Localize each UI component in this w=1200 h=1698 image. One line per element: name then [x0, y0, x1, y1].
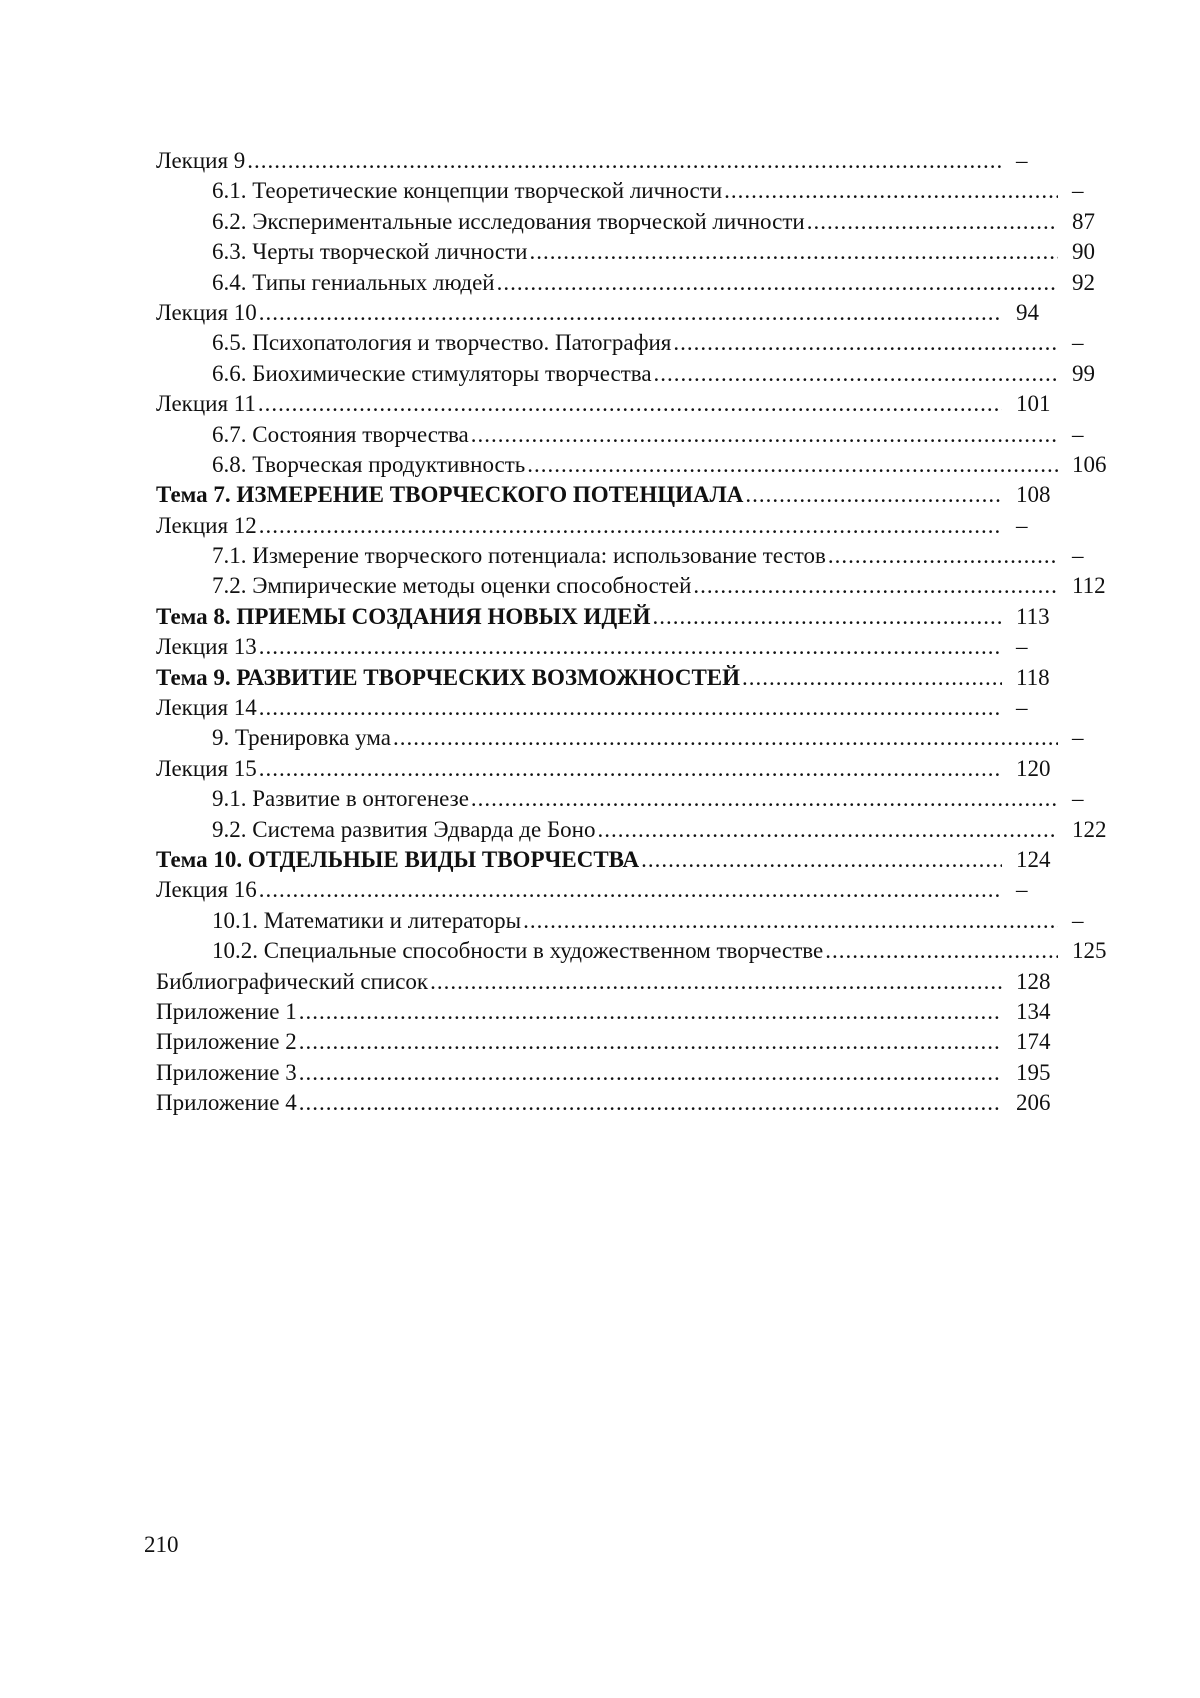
- toc-entry-page: –: [1072, 330, 1084, 356]
- toc-entry-label: [156, 875, 1002, 905]
- toc-entry-label: [156, 480, 1002, 510]
- toc-entry: [156, 420, 1084, 450]
- toc-entry-title: Лекция 11: [156, 391, 256, 417]
- page-number: 210: [144, 1532, 179, 1557]
- toc-entry-title: Лекция 12: [156, 512, 257, 538]
- toc-entry-label: [156, 511, 1002, 541]
- toc-entry: [156, 875, 1076, 905]
- dot-leader: [652, 602, 1002, 632]
- toc-entry-title: 6.5. Психопатология и творчество. Патография: [212, 330, 672, 356]
- toc-entry: [156, 754, 1076, 784]
- dot-leader: [259, 754, 1002, 784]
- toc-entry-label: [156, 541, 1058, 571]
- dot-leader: [299, 1027, 1002, 1057]
- dot-leader: [693, 571, 1058, 601]
- toc-entry-page: 124: [1016, 846, 1051, 872]
- toc-entry: [156, 176, 1084, 206]
- dot-leader: [641, 845, 1002, 875]
- toc-entry-page: 108: [1016, 482, 1051, 508]
- toc-entry-title: Лекция 15: [156, 755, 257, 781]
- toc-entry-title: Лекция 16: [156, 877, 257, 903]
- toc-entry: [156, 359, 1095, 389]
- toc-entry-title: 6.6. Биохимические стимуляторы творчества: [212, 360, 652, 386]
- toc-entry-title: 10.1. Математики и литераторы: [212, 907, 522, 933]
- dot-leader: [393, 723, 1058, 753]
- dot-leader: [654, 359, 1058, 389]
- toc-entry-page: 122: [1072, 816, 1107, 842]
- toc-entry-page: 195: [1016, 1059, 1051, 1085]
- toc-entry-label: [156, 723, 1058, 753]
- toc-entry: [156, 845, 1076, 875]
- toc-entry-page: 94: [1016, 299, 1039, 325]
- toc-entry-label: [156, 420, 1058, 450]
- toc-entry: [156, 663, 1076, 693]
- toc-entry-title: Тема 7. ИЗМЕРЕНИЕ ТВОРЧЕСКОГО ПОТЕНЦИАЛА: [156, 482, 744, 508]
- dot-leader: [673, 328, 1058, 358]
- toc-entry-page: –: [1072, 786, 1084, 812]
- dot-leader: [497, 268, 1058, 298]
- toc-entry-page: –: [1016, 695, 1028, 721]
- toc-entry-page: 92: [1072, 269, 1095, 295]
- dot-leader: [807, 207, 1058, 237]
- toc-entry-label: [156, 1058, 1002, 1088]
- toc-entry-title: 7.1. Измерение творческого потенциала: использование тестов: [212, 543, 826, 569]
- toc-entry-title: Приложение 1: [156, 998, 297, 1024]
- toc-entry: [156, 207, 1095, 237]
- toc-entry-label: [156, 1027, 1002, 1057]
- toc-entry-title: Лекция 14: [156, 695, 257, 721]
- toc-entry: [156, 997, 1076, 1027]
- toc-entry-title: Лекция 10: [156, 299, 257, 325]
- toc-entry-label: [156, 298, 1002, 328]
- toc-entry: [156, 693, 1076, 723]
- toc-entry-label: [156, 207, 1058, 237]
- toc-entry: [156, 1088, 1076, 1118]
- dot-leader: [430, 967, 1002, 997]
- toc-entry-label: [156, 632, 1002, 662]
- toc-entry-title: 6.8. Творческая продуктивность: [212, 451, 526, 477]
- toc-entry-page: –: [1016, 877, 1028, 903]
- toc-entry-title: Приложение 4: [156, 1090, 297, 1116]
- toc-entry-label: [156, 571, 1058, 601]
- dot-leader: [258, 389, 1002, 419]
- toc-entry-label: [156, 663, 1002, 693]
- toc-entry-label: [156, 784, 1058, 814]
- toc-entry-page: 125: [1072, 938, 1107, 964]
- dot-leader: [259, 693, 1002, 723]
- toc-entry: [156, 906, 1084, 936]
- toc-entry-page: –: [1072, 907, 1084, 933]
- dot-leader: [598, 815, 1059, 845]
- toc-entry-page: 99: [1072, 360, 1095, 386]
- toc-entry-page: –: [1016, 512, 1028, 538]
- toc-entry: [156, 298, 1076, 328]
- toc-entry-title: 6.2. Экспериментальные исследования творческой личности: [212, 208, 805, 234]
- dot-leader: [299, 1058, 1002, 1088]
- dot-leader: [299, 997, 1002, 1027]
- toc-entry: [156, 450, 1107, 480]
- toc-entry: [156, 571, 1106, 601]
- toc-entry-title: 6.7. Состояния творчества: [212, 421, 469, 447]
- toc-entry-title: 9. Тренировка ума: [212, 725, 391, 751]
- toc-entry-label: [156, 450, 1058, 480]
- toc-entry-label: [156, 845, 1002, 875]
- toc-entry-label: [156, 906, 1058, 936]
- toc-entry: [156, 784, 1084, 814]
- toc-entry: [156, 602, 1076, 632]
- dot-leader: [527, 450, 1058, 480]
- toc-entry-page: 106: [1072, 451, 1107, 477]
- toc-entry-label: [156, 693, 1002, 723]
- toc-entry-page: –: [1016, 634, 1028, 660]
- table-of-contents: [156, 146, 1107, 1119]
- toc-entry-title: 6.3. Черты творческой личности: [212, 239, 528, 265]
- toc-entry-title: 7.2. Эмпирические методы оценки способностей: [212, 573, 692, 599]
- toc-entry-page: 134: [1016, 998, 1051, 1024]
- toc-entry-title: Библиографический список: [156, 968, 429, 994]
- toc-entry-label: [156, 328, 1058, 358]
- toc-entry-page: 128: [1016, 968, 1051, 994]
- toc-entry-label: [156, 997, 1002, 1027]
- toc-entry: [156, 328, 1084, 358]
- dot-leader: [825, 936, 1058, 966]
- toc-entry-page: –: [1072, 725, 1084, 751]
- toc-entry: [156, 815, 1107, 845]
- toc-entry-title: 6.4. Типы гениальных людей: [212, 269, 495, 295]
- toc-entry-page: 113: [1016, 603, 1050, 629]
- dot-leader: [742, 663, 1002, 693]
- toc-entry-title: 10.2. Специальные способности в художественном творчестве: [212, 938, 824, 964]
- toc-entry: [156, 268, 1095, 298]
- toc-entry-page: –: [1072, 543, 1084, 569]
- dot-leader: [529, 237, 1058, 267]
- dot-leader: [259, 298, 1002, 328]
- toc-entry: [156, 936, 1107, 966]
- toc-entry: [156, 1058, 1076, 1088]
- toc-entry-label: [156, 237, 1058, 267]
- toc-entry-title: Приложение 3: [156, 1059, 297, 1085]
- toc-entry-label: [156, 176, 1058, 206]
- toc-entry-page: 101: [1016, 391, 1051, 417]
- dot-leader: [299, 1088, 1002, 1118]
- toc-entry-label: [156, 967, 1002, 997]
- dot-leader: [259, 875, 1002, 905]
- toc-entry-page: –: [1072, 178, 1084, 204]
- toc-entry: [156, 146, 1076, 176]
- dot-leader: [471, 784, 1058, 814]
- toc-entry-page: 118: [1016, 664, 1050, 690]
- dot-leader: [828, 541, 1058, 571]
- toc-entry-title: 9.1. Развитие в онтогенезе: [212, 786, 469, 812]
- toc-entry-page: 90: [1072, 239, 1095, 265]
- toc-entry-title: Тема 10. ОТДЕЛЬНЫЕ ВИДЫ ТВОРЧЕСТВА: [156, 846, 640, 872]
- toc-entry-label: [156, 602, 1002, 632]
- toc-entry-label: [156, 389, 1002, 419]
- toc-entry-page: –: [1072, 421, 1084, 447]
- toc-entry: [156, 541, 1084, 571]
- toc-entry-page: –: [1016, 148, 1028, 173]
- dot-leader: [523, 906, 1058, 936]
- dot-leader: [471, 420, 1058, 450]
- toc-entry: [156, 480, 1076, 510]
- toc-entry-title: Лекция 13: [156, 634, 257, 660]
- toc-entry-title: 9.2. Система развития Эдварда де Боно: [212, 816, 596, 842]
- toc-entry-label: [156, 936, 1058, 966]
- toc-entry-page: 174: [1016, 1029, 1051, 1055]
- toc-entry-label: [156, 754, 1002, 784]
- toc-entry-title: Лекция 9: [156, 148, 246, 173]
- toc-entry-label: [156, 359, 1058, 389]
- toc-entry: [156, 511, 1076, 541]
- toc-entry-title: Приложение 2: [156, 1029, 297, 1055]
- dot-leader: [724, 176, 1058, 206]
- toc-entry: [156, 237, 1095, 267]
- toc-entry-page: 120: [1016, 755, 1051, 781]
- toc-entry: [156, 723, 1084, 753]
- dot-leader: [247, 146, 1002, 176]
- toc-entry-page: 206: [1016, 1090, 1051, 1116]
- toc-entry-label: [156, 146, 1002, 176]
- toc-entry: [156, 389, 1076, 419]
- toc-entry-label: [156, 268, 1058, 298]
- toc-entry-title: 6.1. Теоретические концепции творческой личности: [212, 178, 723, 204]
- dot-leader: [259, 632, 1002, 662]
- toc-entry-page: 87: [1072, 208, 1095, 234]
- toc-entry-title: Тема 9. РАЗВИТИЕ ТВОРЧЕСКИХ ВОЗМОЖНОСТЕЙ: [156, 664, 741, 690]
- toc-entry: [156, 1027, 1076, 1057]
- toc-entry-label: [156, 1088, 1002, 1118]
- toc-entry: [156, 967, 1076, 997]
- dot-leader: [259, 511, 1002, 541]
- dot-leader: [745, 480, 1002, 510]
- toc-entry-title: Тема 8. ПРИЕМЫ СОЗДАНИЯ НОВЫХ ИДЕЙ: [156, 603, 651, 629]
- toc-entry: [156, 632, 1076, 662]
- toc-entry-label: [156, 815, 1058, 845]
- toc-entry-page: 112: [1072, 573, 1106, 599]
